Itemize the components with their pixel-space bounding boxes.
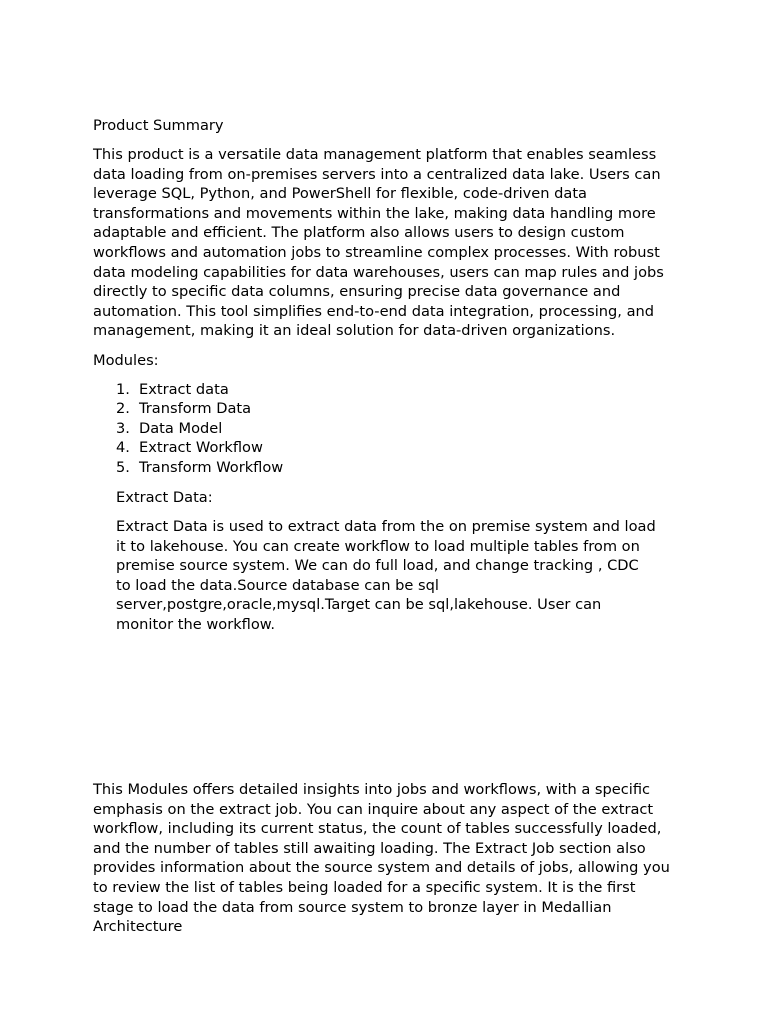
list-item bbox=[116, 419, 693, 439]
list-item-number: 3. bbox=[116, 419, 130, 437]
list-item-number: 1. bbox=[116, 380, 130, 398]
list-item-label: Data Model bbox=[139, 419, 223, 437]
list-item-label: Transform Workflow bbox=[139, 458, 284, 476]
document-title: Product Summary bbox=[93, 117, 224, 134]
list-item-number: 4. bbox=[116, 439, 130, 457]
list-item bbox=[116, 399, 693, 419]
list-item-label: Transform Data bbox=[139, 400, 252, 418]
modules-label: Modules: bbox=[93, 351, 159, 369]
list-item bbox=[116, 438, 693, 458]
extract-data-section bbox=[116, 488, 693, 635]
list-item-number: 2. bbox=[116, 400, 130, 418]
list-item bbox=[116, 380, 693, 400]
modules-insights-paragraph: This Modules offers detailed insights into jobs and workflows, with a specific emphasis on the extract job. You can inquire about any aspect of the extract workflow, including its current status, the count of tables successfully loaded, and the number of tables still awaiting loading. The Extract Job section also provides information about the source system and details of jobs, allowing you to review the list of tables being loaded for a specific system. It is the first stage to load the data from source system to bronze layer in Medallian Architecture bbox=[93, 781, 670, 936]
list-item bbox=[116, 458, 693, 478]
intro-paragraph: This product is a versatile data management platform that enables seamless data loading from on-premises servers into a centralized data lake. Users can leverage SQL, Python, and PowerShell for flexible, code-driven data transformations and movements within the lake, making data handling more adaptable and efficient. The platform also allows users to design custom workflows and automation jobs to streamline complex processes. With robust data modeling capabilities for data warehouses, users can map rules and jobs directly to specific data columns, ensuring precise data governance and automation. This tool simplifies end-to-end data integration, processing, and management, making it an ideal solution for data-driven organizations. bbox=[93, 146, 664, 340]
list-item-label: Extract Workflow bbox=[139, 439, 263, 457]
document-body bbox=[93, 116, 693, 635]
list-item-label: Extract data bbox=[139, 380, 229, 398]
extract-data-heading: Extract Data: bbox=[116, 488, 213, 506]
extract-data-paragraph: Extract Data is used to extract data from the on premise system and load it to lakehouse. You can create workflow to load multiple tables from on premise source system. We can do full load, and change tracking , CDC to load the data.Source database can be sql server,postgre,oracle,mysql.Target can be sql,lakehouse. User can monitor the workflow. bbox=[116, 518, 656, 634]
list-item-number: 5. bbox=[116, 458, 130, 476]
modules-list bbox=[93, 380, 693, 478]
